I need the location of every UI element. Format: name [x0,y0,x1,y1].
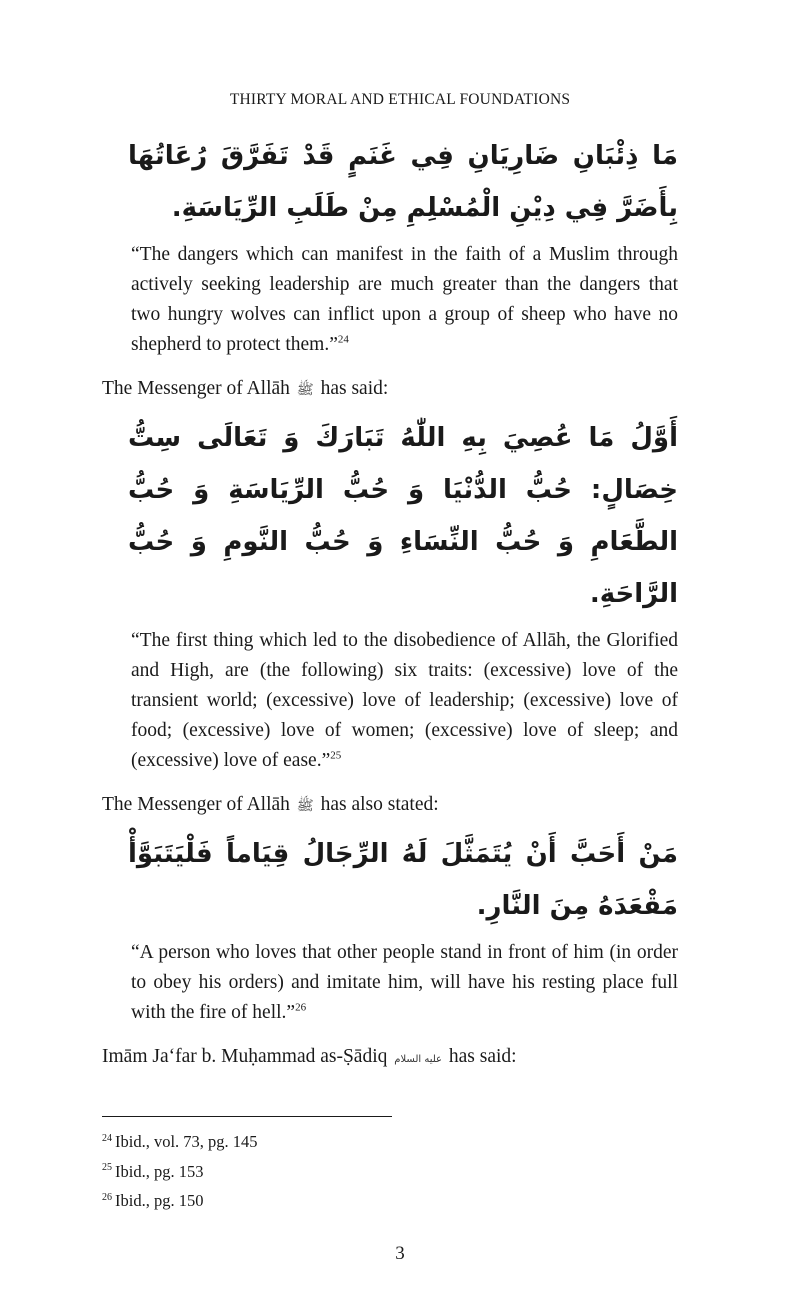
salawat-honorific-icon: ﷺ [296,798,314,814]
intro-text: has said: [320,378,389,399]
footnote-ref[interactable]: 26 [295,1001,307,1014]
footnote-ref[interactable]: 24 [337,333,349,346]
footnote-item [102,1127,502,1157]
footnote-number: 24 [102,1132,112,1144]
quote-text: “The first thing which led to the disobedience of Allāh, the Glorified and High, are (the following) six traits: (excessive) love of the transient world; (excessive) love of leadership; (excessive) love of food; (excessive) love of women; (excessive) love of sleep; and (excessive) love of ease.” [131,630,678,771]
footnotes [102,1127,502,1216]
intro-text: The Messenger of Allāh [102,378,290,399]
footnote-number: 25 [102,1162,112,1173]
intro-text: The Messenger of Allāh [102,794,290,815]
footnote-text: Ibid., vol. 73, pg. 145 [115,1132,258,1151]
translation-quote-3 [131,936,678,1038]
footnote-text: Ibid., pg. 150 [115,1191,204,1210]
footnote-area [0,1116,800,1268]
intro-line-2 [102,370,682,408]
footnote-text: Ibid., pg. 153 [115,1161,204,1181]
translation-quote-1 [131,238,678,370]
arabic-hadith-1: مَا ذِئْبَانِ ضَارِيَانِ فِي غَنَمٍ قَدْ تَفَرَّقَ رُعَاتُهَا بِأَضَرَّ فِي دِيْنِ الْمُسْلِمِ مِنْ طَلَبِ الرِّيَاسَةِ. [128,141,678,223]
arabic-hadith-2: أَوَّلُ مَا عُصِيَ بِهِ اللّٰهُ تَبَارَكَ وَ تَعَالَى سِتُّ خِصَالٍ: حُبُّ الدُّنْيَا وَ حُبُّ الرِّيَاسَةِ وَ حُبُّ الطَّعَامِ وَ حُبُّ النِّسَاءِ وَ حُبُّ النَّومِ وَ حُبُّ الرَّاحَةِ. [128,423,678,609]
salawat-honorific-icon: ﷺ [296,382,314,398]
translation-quote-2 [131,624,678,786]
intro-line-3 [102,786,682,824]
footnote-number: 26 [102,1191,112,1203]
footnote-item [102,1157,502,1187]
intro-line-4 [102,1038,682,1076]
intro-text: has also stated: [320,794,439,815]
quote-text: “A person who loves that other people stand in front of him (in order to obey his orders) and imitate him, will have his resting place full with the fire of hell.” [131,942,678,1023]
running-head: THIRTY MORAL AND ETHICAL FOUNDATIONS [229,91,571,108]
intro-text: has said: [448,1046,517,1067]
footnote-ref[interactable]: 25 [330,749,342,762]
intro-text: Imām Ja‘far b. Muḥammad as-Ṣādiq [102,1046,388,1067]
alayhis-salam-honorific-icon: عليه السلام [394,1054,443,1065]
page-number: 3 [395,1242,405,1264]
quote-text: “The dangers which can manifest in the faith of a Muslim through actively seeking leadership are much greater than the dangers that two hungry wolves can inflict upon a group of sheep who have no shepherd to protect them.” [131,244,678,355]
footnote-item [102,1186,502,1216]
arabic-hadith-3: مَنْ أَحَبَّ أَنْ يُتَمَثَّلَ لَهُ الرِّجَالُ قِيَاماً فَلْيَتَبَوَّأْ مَقْعَدَهُ مِنَ النَّارِ. [128,839,678,921]
footnote-divider [102,1116,392,1117]
